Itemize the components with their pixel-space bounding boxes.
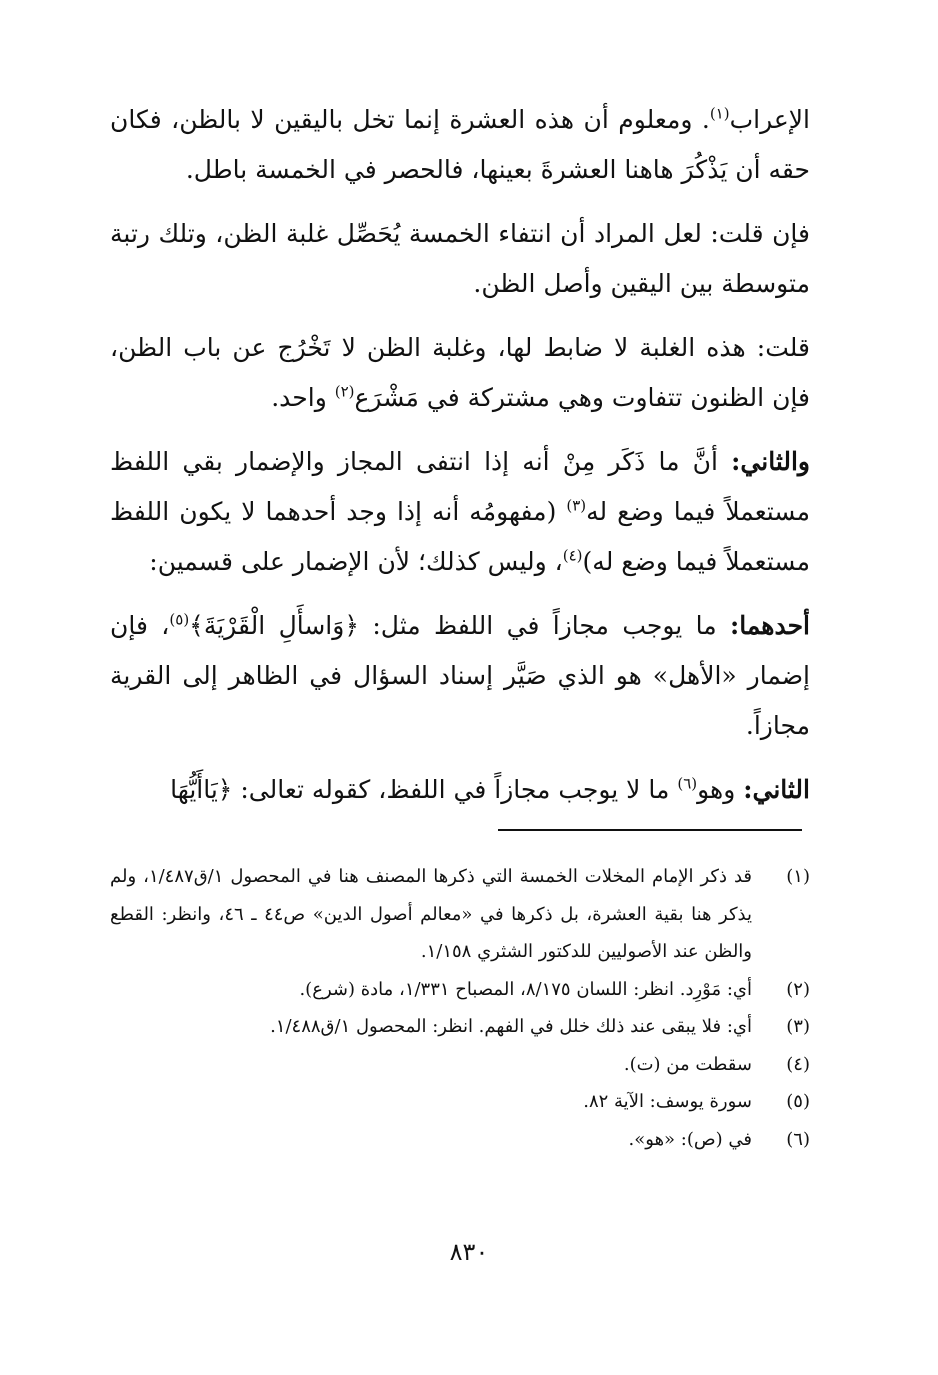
text: أنَّ ما ذَكَر مِنْ أنه إذا انتفى المجاز والإضمار بقي اللفظ مستعملاً فيما وضع له [110,447,810,526]
footnote-text: في (ص): «هو». [628,1128,752,1150]
main-text [110,95,810,829]
footnote [110,1008,810,1046]
footnote [110,1121,810,1159]
footnote-number: (٥) [786,1091,810,1112]
footnote-text: أي: فلا يبقى عند ذلك خلل في الفهم. انظر: المحصول ١/ق١/٤٨٨. [270,1016,752,1037]
footnote-number: (١) [786,866,810,887]
paragraph-1 [110,95,810,195]
bold-lead: الثاني: [743,775,810,804]
text: ما يوجب مجازاً في اللفظ مثل: ﴿وَاسأَلِ الْقَرْيَةَ﴾ [189,611,730,640]
paragraph-3 [110,323,810,423]
text: الإعراب [729,105,810,134]
bold-lead: أحدهما: [730,611,811,640]
footnote-ref[interactable]: (١) [709,104,730,123]
footnote-text: أي: مَوْرِد. انظر: اللسان ٨/١٧٥، المصباح ١/٣٣١، مادة (شرع). [299,978,752,1000]
text: (مفهومُه أنه إذا وجد أحدهما لا يكون اللفظ مستعملاً فيما وضع له) [110,497,810,576]
footnote-ref[interactable]: (٥) [169,610,190,629]
footnote [110,1046,810,1084]
footnote [110,1083,810,1121]
footnote-number: (٦) [786,1128,810,1150]
footnote-ref[interactable]: (٣) [566,496,587,515]
footnote-text: سقطت من (ت). [623,1053,752,1075]
bold-lead: والثاني: [731,447,810,476]
footnote-ref[interactable]: (٤) [562,546,583,565]
text: . ومعلوم أن هذه العشرة إنما تخل باليقين لا بالظن، فكان حقه أن يَذْكُرَ هاهنا العشرةَ بعينها، فالحصر في الخمسة باطل. [110,105,810,184]
footnote [110,971,810,1009]
text: ، فإن إضمار «الأهل» هو الذي صَيَّر إسناد السؤال في الظاهر إلى القرية مجازاً. [110,611,810,740]
footnote-ref[interactable]: (٢) [334,382,355,401]
footnote-number: (٣) [786,1016,810,1037]
text: ما لا يوجب مجازاً في اللفظ، كقوله تعالى: ﴿يَاأَيُّهَا [170,775,678,804]
text: واحد. [271,383,335,412]
footnote-number: (٤) [786,1053,810,1075]
footnote-text: قد ذكر الإمام المخلات الخمسة التي ذكرها المصنف هنا في المحصول ١/ق١/٤٨٧، ولم يذكر هنا بقية العشرة، بل ذكرها في «معالم أصول الدين» ص٤٤ ـ ٤٦، وانظر: القطع والظن عند الأصوليين للدكتور الشثري ١/١٥٨. [110,866,753,962]
footnote-separator [498,829,802,831]
text: ، وليس كذلك؛ لأن الإضمار على قسمين: [149,547,563,576]
footnotes [110,858,810,1158]
paragraph-4 [110,437,810,587]
paragraph-5 [110,601,810,751]
text: قلت: هذه الغلبة لا ضابط لها، وغلبة الظن لا تَخْرُج عن باب الظن، فإن الظنون تتفاوت وهي مشتركة في مَشْرَع [110,333,810,412]
text: وهو [697,775,744,804]
footnote-ref[interactable]: (٦) [677,774,698,793]
footnote-text: سورة يوسف: الآية ٨٢. [583,1091,752,1112]
footnote [110,858,810,971]
page-number: ٨٣٠ [449,1238,489,1266]
footnote-number: (٢) [786,978,810,1000]
paragraph-2: فإن قلت: لعل المراد أن انتفاء الخمسة يُحَصِّل غلبة الظن، وتلك رتبة متوسطة بين اليقين وأصل الظن. [110,219,810,298]
paragraph-6 [110,765,810,815]
